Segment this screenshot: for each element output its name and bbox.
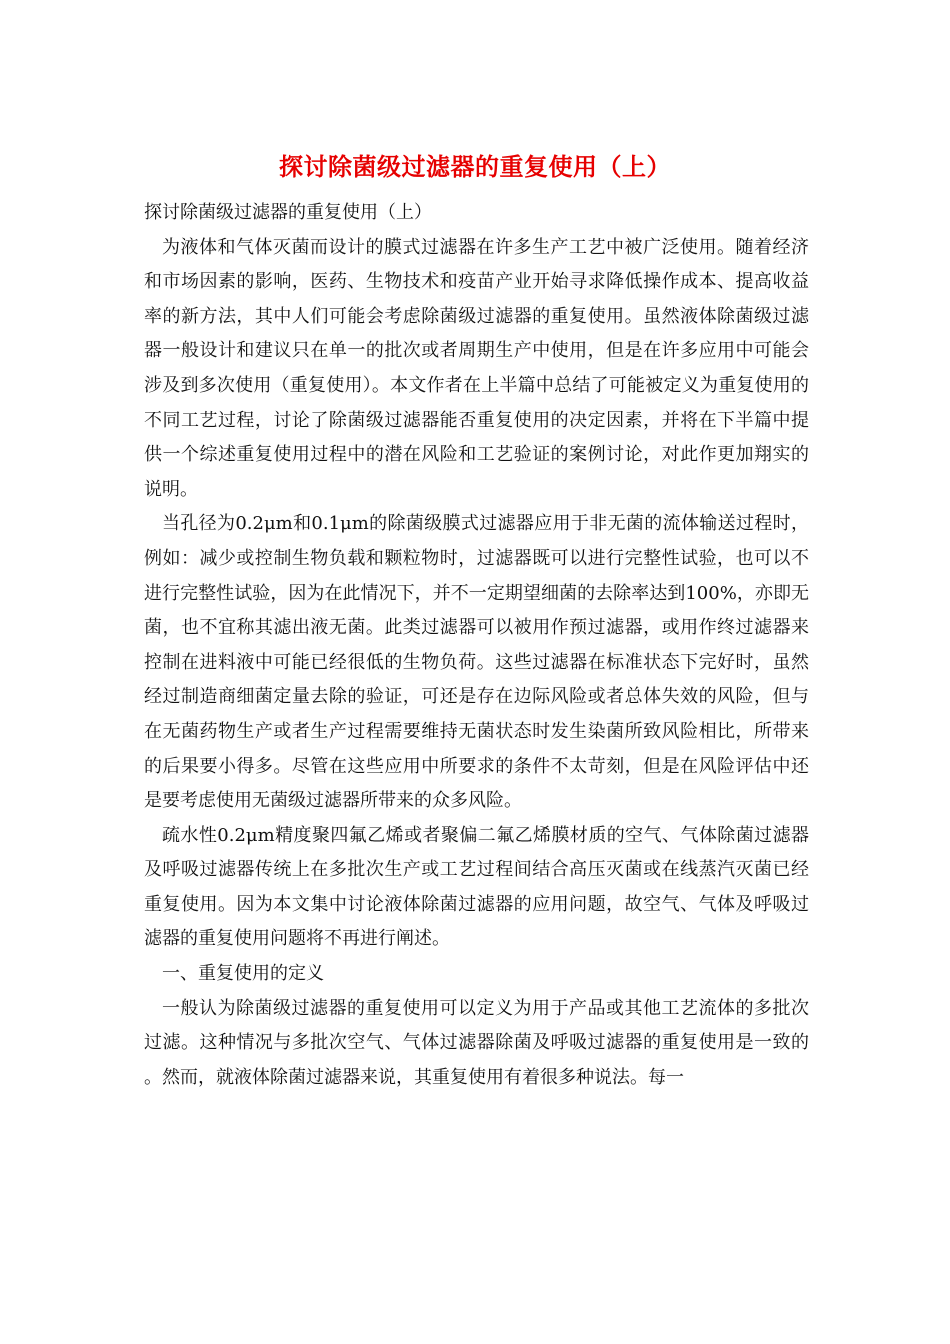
paragraph-pore-size: 当孔径为0.2μm和0.1μm的除菌级膜式过滤器应用于非无菌的流体输送过程时，例如：减少或控制生物负载和颗粒物时，过滤器既可以进行完整性试验，也可以不进行完整性试验，因为在此情况下，并不一定期望细菌的去除率达到100%，亦即无菌，也不宜称其滤出液无菌。此类过滤器可以被用作预过滤器，或用作终过滤器来控制在进料液中可能已经很低的生物负荷。这些过滤器在标准状态下完好时，虽然经过制造商细菌定量去除的验证，可还是存在边际风险或者总体失效的风险，但与在无菌药物生产或者生产过程需要维持无菌状态时发生染菌所致风险相比，所带来的后果要小得多。尽管在这些应用中所要求的条件不太苛刻，但是在风险评估中还是要考虑使用无菌级过滤器所带来的众多风险。 bbox=[144, 513, 809, 812]
document-title: 探讨除菌级过滤器的重复使用（上） bbox=[279, 152, 671, 181]
paragraph-definition: 一般认为除菌级过滤器的重复使用可以定义为用于产品或其他工艺流体的多批次过滤。这种情况与多批次空气、气体过滤器除菌及呼吸过滤器的重复使用是一致的。然而，就液体除菌过滤器来说，其重复使用有着很多种说法。每一 bbox=[144, 997, 809, 1088]
document-body bbox=[144, 196, 809, 1095]
document-subtitle: 探讨除菌级过滤器的重复使用（上） bbox=[144, 202, 432, 223]
paragraph-hydrophobic: 疏水性0.2μm精度聚四氟乙烯或者聚偏二氟乙烯膜材质的空气、气体除菌过滤器及呼吸过滤器传统上在多批次生产或工艺过程间结合高压灭菌或在线蒸汽灭菌已经重复使用。因为本文集中讨论液体除菌过滤器的应用问题，故空气、气体及呼吸过滤器的重复使用问题将不再进行阐述。 bbox=[144, 824, 809, 950]
paragraph-intro: 为液体和气体灭菌而设计的膜式过滤器在许多生产工艺中被广泛使用。随着经济和市场因素的影响，医药、生物技术和疫苗产业开始寻求降低操作成本、提高收益率的新方法，其中人们可能会考虑除菌级过滤器的重复使用。虽然液体除菌级过滤器一般设计和建议只在单一的批次或者周期生产中使用，但是在许多应用中可能会涉及到多次使用（重复使用）。本文作者在上半篇中总结了可能被定义为重复使用的不同工艺过程，讨论了除菌级过滤器能否重复使用的决定因素，并将在下半篇中提供一个综述重复使用过程中的潜在风险和工艺验证的案例讨论，对此作更加翔实的说明。 bbox=[144, 236, 809, 500]
section-heading-definition: 一、重复使用的定义 bbox=[162, 963, 324, 985]
